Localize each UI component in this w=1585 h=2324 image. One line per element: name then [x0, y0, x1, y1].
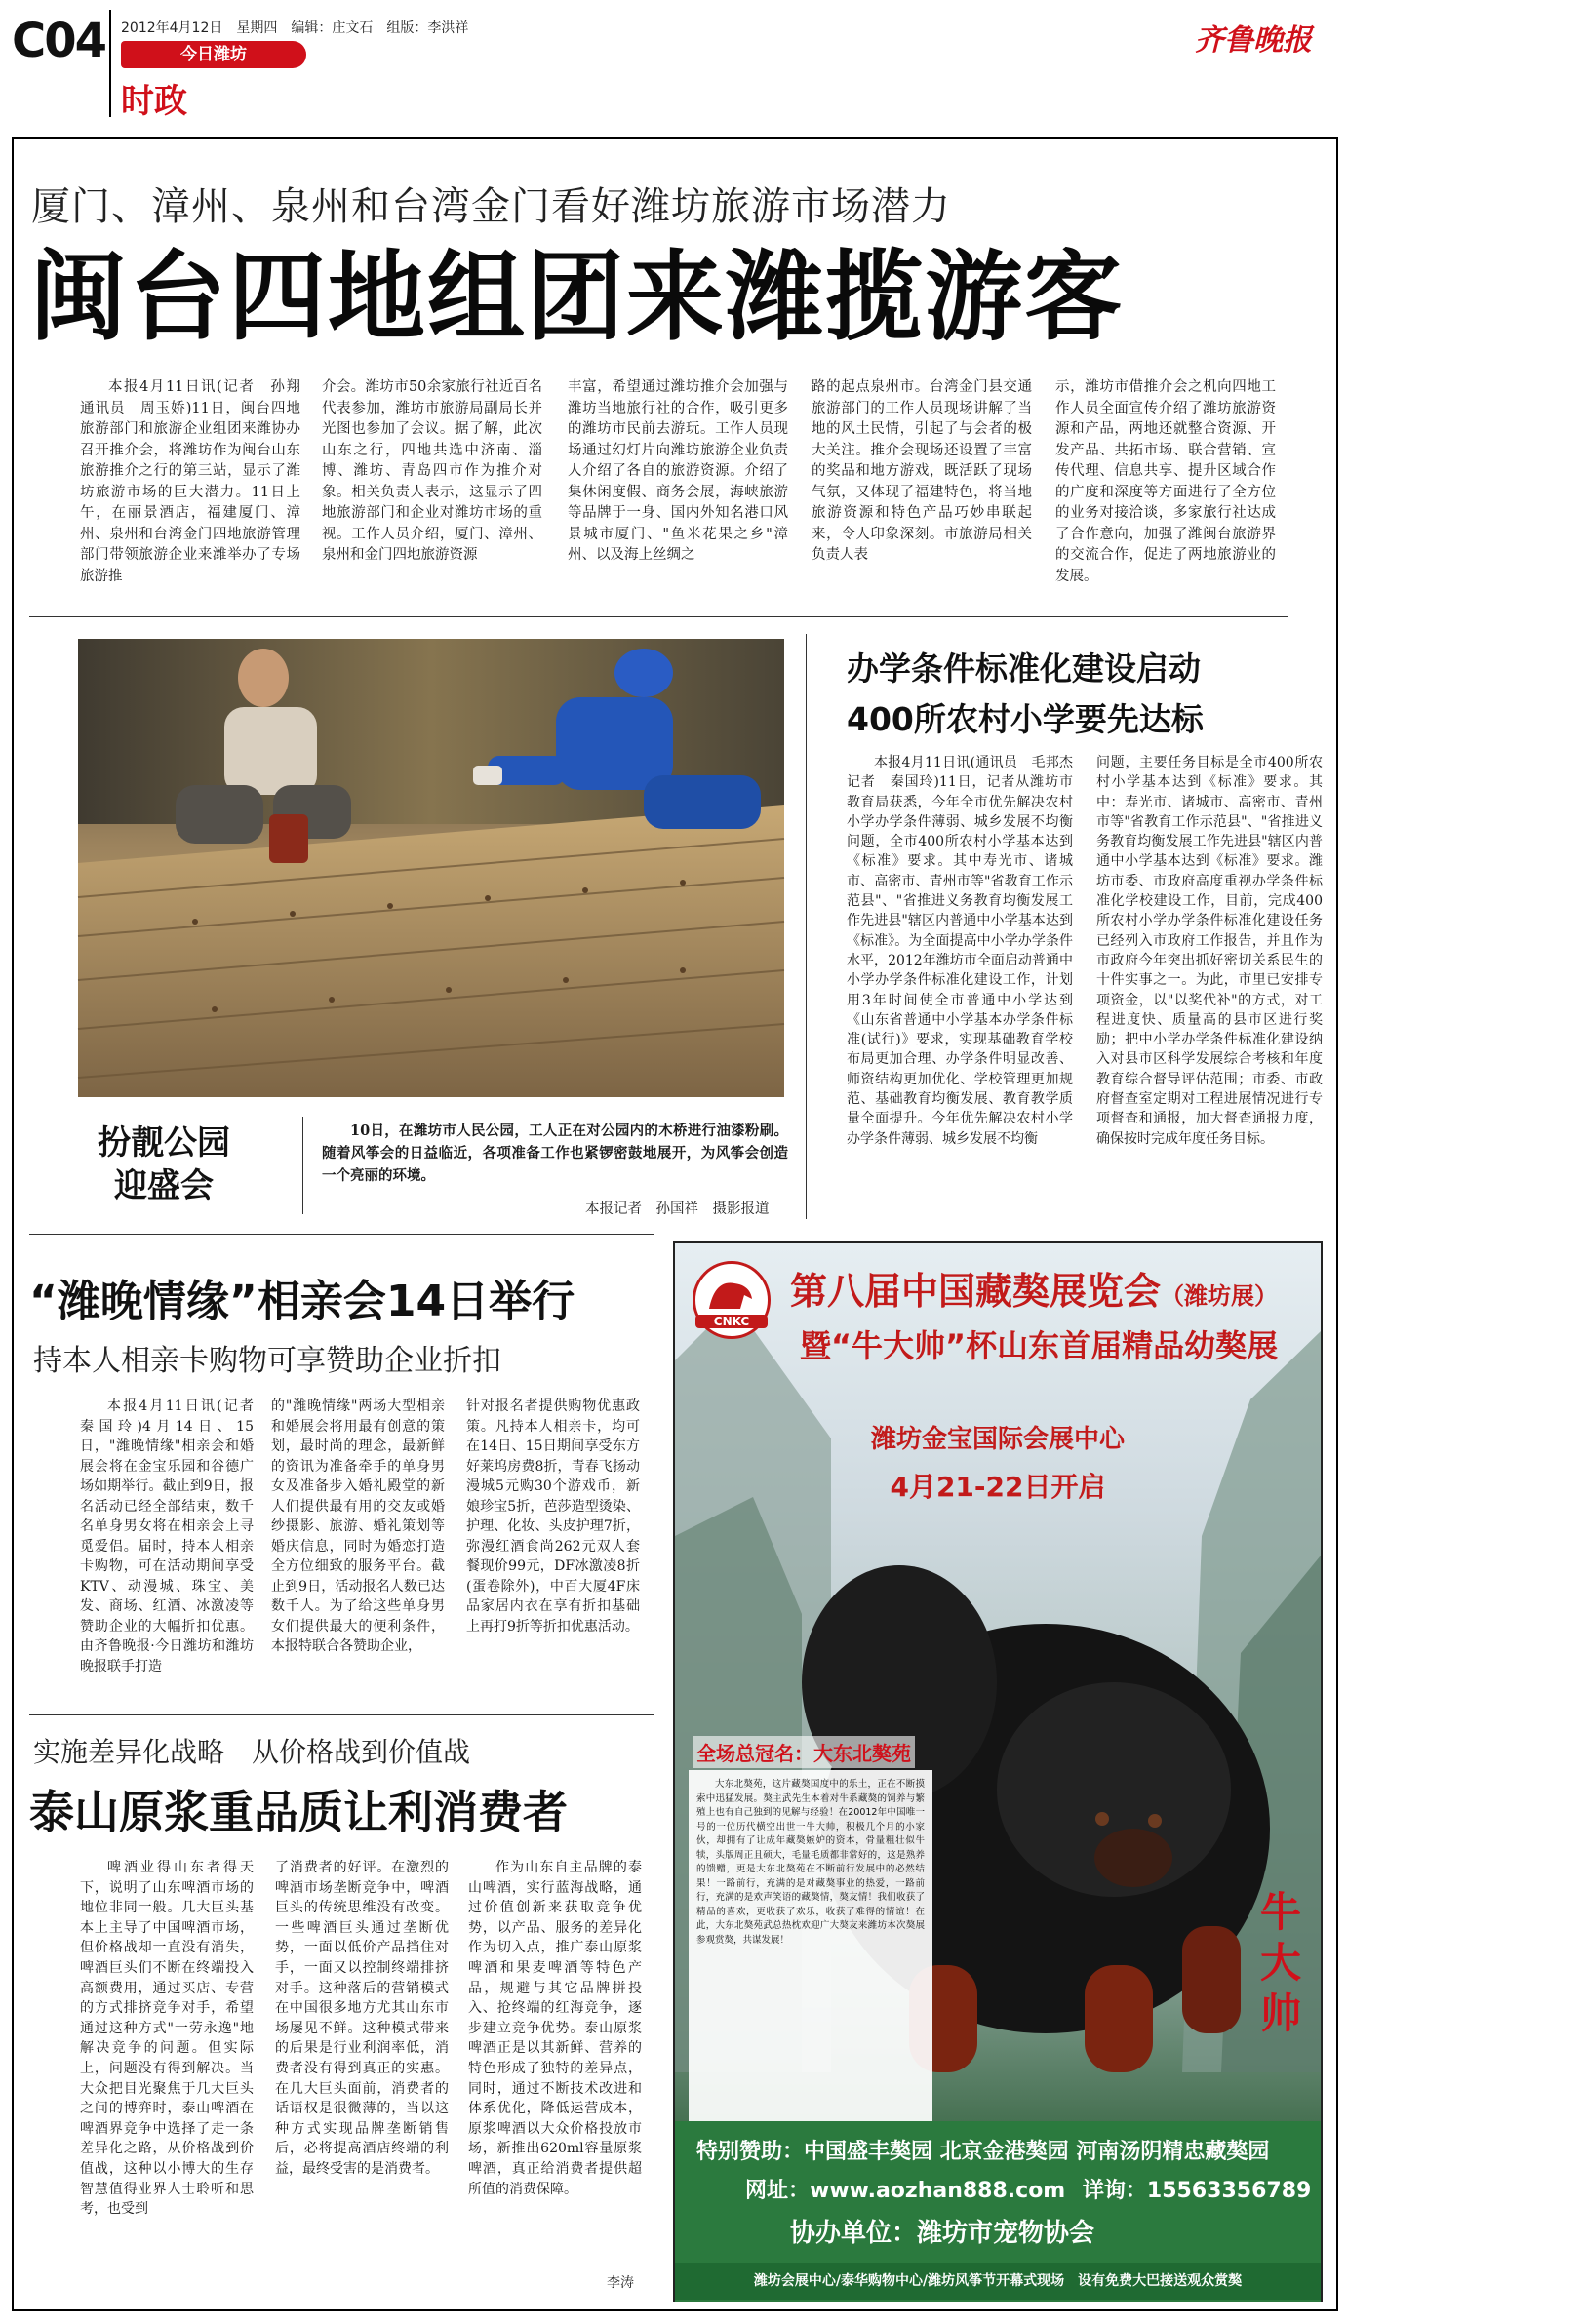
section-tag: 今日潍坊: [121, 41, 306, 68]
lead-col-1: 本报4月11日讯(记者 孙翔 通讯员 周玉娇)11日，闽台四地旅游部门和旅游企业组团来潍协办召开推介会，将潍坊作为闽台山东旅游推介之行的第三站，显示了潍坊旅游市场的巨大潜力。11日上午，在丽景酒店，福建厦门、漳州、泉州和台湾金门四地旅游管理部门带领旅游企业来潍举办了专场旅游推: [80, 379, 315, 584]
beer-col-1: 啤酒业得山东者得天下，说明了山东啤酒市场的地位非同一般。几大巨头基本上主导了中国啤酒市场，但价格战却一直没有消失，啤酒巨头们不断在终端投入高额费用，通过买店、专营的方式排挤竞争对手，希望通过这种方式"一劳永逸"地解决竞争的问题。但实际上，问题没有得到解决。当大众把目光聚焦于几大巨头之间的博弈时，泰山啤酒在啤酒界竞争中选择了走一条差异化之路，从价格战到价值战，这种以小博大的生存智慧值得业界人士聆听和思考，也受到: [80, 1860, 254, 2218]
dating-headline: “潍晚情缘”相亲会14日举行: [29, 1277, 575, 1326]
cohost-label: 协办单位：: [790, 2219, 918, 2248]
dating-subhead: 持本人相亲卡购物可享赞助企业折扣: [33, 1344, 501, 1378]
ad-body-text: 大东北獒苑，这片藏獒国度中的乐土，正在不断摸索中迅猛发展。獒主武先生本着对牛系藏獒的饲养与繁殖上也有自己独到的见解与经验！在20012年中国唯一号的一位历代横空出世一牛大帅，积极几个月的小家伙，却拥有了让成年藏獒嫉妒的资本，骨量粗壮似牛犊，头版周正且硕大，毛量毛质都非常好的，这是熟养的馈赠，更是大东北獒苑在不断前行发展中的必然结果！一路前行，充满的是对藏獒事业的热爱，一路前行，充满的是欢声笑语的藏獒情，獒友情！我们收获了精品的喜欢，更收获了欢乐，收获了难得的情谊！在此，大东北獒苑武总热枕欢迎广大獒友来潍坊本次獒展参观赏獒，共谋发展！: [689, 1770, 932, 2131]
beer-kicker: 实施差异化战略 从价格战到价值战: [33, 1736, 471, 1768]
phone-label: 详询：: [1082, 2179, 1147, 2203]
masthead-vertical-rule: [109, 10, 111, 117]
champion-label: 全场总冠名：大东北獒苑: [693, 1736, 915, 1768]
ad-title-line-2: 暨“牛大帅”杯山东首届精品幼獒展: [800, 1327, 1279, 1364]
school-col-2: 问题，主要任务目标是全市400所农村小学基本达到《标准》要求。其中：寿光市、诸城市、高密市、青州市等"省教育工作示范县"、"省推进义务教育均衡发展工作先进县"辖区内普通中小学基本达到《标准》要求。潍坊市委、市政府高度重视办学条件标准化学校建设工作，目前，完成400所农村小学办学条件标准化建设任务已经列入市政府工作报告，并且作为市政府今年突出抓好密切关系民生的十件实事之一。为此，市里已安排专项资金，以"以奖代补"的方式，对工程进度快、质量高的县市区进行奖励；把中小学办学条件标准化建设纳入对县市区科学发展综合考核和年度教育综合督导评估范围；市委、市政府督查室定期对工程进展情况进行专项督查和通报，加大督查通报力度，确保按时完成年度任务目标。: [1096, 755, 1323, 1147]
photo-headline-line-2: 迎盛会: [114, 1166, 214, 1205]
lead-col-5: 示，潍坊市借推介会之机向四地工作人员全面宣传介绍了潍坊旅游资源和产品，两地还就整合资源、开发产品、共拓市场、联合营销、宣传代理、信息共享、提升区域合作的广度和深度等方面进行了全方位的业务对接洽谈，多家旅行社达成了合作意向，加强了潍闽台旅游界的交流合作，促进了两地旅游业的发展。: [1055, 379, 1276, 584]
middle-rule-left: [29, 1234, 654, 1235]
sponsors-list: 中国盛丰獒园 北京金港獒园 河南汤阴精忠藏獒园: [804, 2140, 1270, 2164]
school-headline-line-2: 400所农村小学要先达标: [847, 700, 1204, 738]
beer-headline: 泰山原浆重品质让利消费者: [29, 1786, 568, 1838]
ad-title-tag: （潍坊展）: [1161, 1281, 1279, 1310]
photo-headline: [86, 1122, 242, 1207]
lead-kicker: 厦门、漳州、泉州和台湾金门看好潍坊旅游市场潜力: [31, 184, 951, 229]
ad-title-main: 第八届中国藏獒展览会: [790, 1269, 1162, 1313]
contact-line: [745, 2174, 1311, 2204]
cohost-line: [790, 2213, 1094, 2249]
frame-right: [1336, 137, 1338, 2311]
photo-caption: 10日，在潍坊市人民公园，工人正在对公园内的木桥进行油漆粉刷。随着风筝会的日益临近，各项准备工作也紧锣密鼓地展开，为风筝会创造一个亮丽的环境。: [322, 1123, 788, 1184]
beer-col-3: 作为山东自主品牌的泰山啤酒，实行蓝海战略，通过价值创新来获取竞争优势，以产品、服务的差异化作为切入点，推广泰山原浆啤酒和果麦啤酒等特色产品，规避与其它品牌拼投入、抢终端的红海竞争，逐步建立竞争优势。泰山原浆啤酒正是以其新鲜、营养的特色形成了独特的差异点，同时，通过不断技术改进和体系优化，降低运营成本，原浆啤酒以大众价格投放市场，新推出620ml容量原浆啤酒，真正给消费者提供超所值的消费保障。: [468, 1860, 642, 2197]
date-line: 2012年4月12日 星期四 编辑：庄文石 组版：李洪祥: [121, 20, 469, 36]
ad-panel[interactable]: [673, 1241, 1323, 2302]
website-link[interactable]: www.aozhan888.com: [810, 2179, 1066, 2203]
dog-emblem-icon: [695, 1270, 768, 1319]
beer-credit: 李涛: [607, 2275, 634, 2291]
ad-title-line-1: [790, 1261, 1278, 1315]
park-photo: [78, 639, 784, 1097]
left-mid-divider: [806, 634, 807, 1219]
lead-headline: 闽台四地组团来潍揽游客: [29, 240, 1124, 354]
lead-col-2: 介会。潍坊市50余家旅行社近百名代表参加，潍坊市旅游局副局长并光图也参加了会议。据了解，此次山东之行，四地共选中济南、淄博、潍坊、青岛四市作为推介对象。相关负责人表示，这显示了四地旅游部门和企业对潍坊市场的重视。工作人员介绍，厦门、漳州、泉州和金门四地旅游资源: [322, 379, 542, 563]
beer-col-2: 了消费者的好评。在激烈的啤酒市场垄断竞争中，啤酒巨头的传统思维没有改变。一些啤酒巨头通过垄断优势，一面以低价产品挡住对手，一面又以控制终端排挤对手。这种落后的营销模式在中国很多地方尤其山东市场屡见不鲜。这种模式带来的后果是行业利润率低，消费者没有得到真正的实惠。在几大巨头面前，消费者的话语权是很微薄的，当以这种方式实现品牌垄断销售后，必将提高酒店终端的利益，最终受害的是消费者。: [275, 1860, 449, 2177]
frame-bottom: [12, 2309, 1338, 2311]
sponsors-line: [696, 2135, 1269, 2165]
section-title: 时政: [121, 82, 187, 121]
school-headline-line-1: 办学条件标准化建设启动: [847, 650, 1201, 688]
cnkc-logo-text: CNKC: [695, 1315, 768, 1328]
dating-col-2: 的"潍晚情缘"两场大型相亲和婚展会将用最有创意的策划，最时尚的理念，最新鲜的资讯为准备牵手的单身男女及准备步入婚礼殿堂的新人们提供最有用的交友或婚纱摄影、旅游、婚礼策划等婚庆信息，同时为婚恋打造全方位细致的服务平台。截止到9日，活动报名人数已达数千人。为了给这些单身男女们提供最大的便利条件，本报特联合各赞助企业，: [271, 1398, 445, 1654]
photo-caption-divider: [302, 1117, 303, 1214]
cohost-name: 潍坊市宠物协会: [917, 2219, 1095, 2248]
dating-col-3: 针对报名者提供购物优惠政策。凡持本人相亲卡，均可在14日、15日期间享受东方好莱坞房费8折，青春飞扬动漫城5元购30个游戏币，新娘珍宝5折，芭莎造型烫染、护理、化妆、头皮护理7折，弥漫红酒食尚262元双人套餐现价99元，DF冰激凌8折(蛋卷除外)，中百大厦4F床品家居内衣在享有折扣基础上再打9折等折扣优惠活动。: [466, 1398, 640, 1635]
ad-venue: 潍坊金宝国际会展中心: [870, 1425, 1125, 1454]
phone-number[interactable]: 15563356789: [1146, 2179, 1312, 2203]
paper-logo: 齐鲁晚报: [1195, 23, 1312, 58]
cnkc-logo: [693, 1261, 771, 1339]
photo-headline-line-1: 扮靓公园: [98, 1123, 230, 1162]
ad-footer-strip: 潍坊会展中心/泰华购物中心/潍坊风筝节开幕式现场 设有免费大巴接送观众赏獒: [675, 2263, 1321, 2300]
website-label: 网址：: [745, 2179, 811, 2203]
sponsors-label: 特别赞助：: [696, 2140, 805, 2164]
school-headline: [847, 644, 1204, 745]
park-photo-scene: [78, 639, 784, 1097]
lead-col-4: 路的起点泉州市。台湾金门县交通旅游部门的工作人员现场讲解了当地的风土民情，引起了与会者的极大关注。推介会现场还设置了丰富的奖品和地方游戏，既活跃了现场气氛，又体现了福建特色，将当地旅游资源和特色产品巧妙串联起来，令人印象深刻。市旅游局相关负责人表: [812, 379, 1032, 563]
page-number: C04: [12, 14, 106, 68]
lead-col-3: 丰富，希望通过潍坊推介会加强与潍坊当地旅行社的合作，吸引更多的潍坊市民前去游玩。工作人员现场通过幻灯片向潍坊旅游企业负责人介绍了各自的旅游资源。介绍了集休闲度假、商务会展，海峡旅游等品牌于一身、国内外知名港口风景城市厦门、"鱼米花果之乡"漳州、以及海上丝绸之: [568, 379, 788, 563]
dating-bottom-rule: [29, 1714, 654, 1715]
school-col-1: 本报4月11日讯(通讯员 毛邦杰 记者 秦国玲)11日，记者从潍坊市教育局获悉，今年全市优先解决农村小学办学条件薄弱、城乡发展不均衡问题，全市400所农村小学基本达到《标准》要求。其中寿光市、诸城市、高密市、青州市等"省教育工作示范县"、"省推进义务教育均衡发展工作先进县"辖区内普通中小学基本达到《标准》。为全面提高中小学办学条件水平，2012年潍坊市全面启动普通中小学办学条件标准化建设工作，计划用3年时间使全市普通中小学达到《山东省普通中小学基本办学条件标准(试行)》要求，实现基础教育学校布局更加合理、办学条件明显改善、师资结构更加优化、学校管理更加规范、基础教育均衡发展、教育教学质量全面提升。今年优先解决农村小学办学条件薄弱、城乡发展不均衡: [847, 755, 1087, 1147]
ad-footer-panel: [675, 2121, 1321, 2302]
dating-col-1: 本报4月11日讯(记者 秦国玲)4月14日、15日，"潍晚情缘"相亲会和婚展会将在金宝乐园和谷德广场如期举行。截止到9日，报名活动已经全部结束，数千名单身男女将在相亲会上寻觅爱侣。届时，持本人相亲卡购物，可在活动期间享受KTV、动漫城、珠宝、美发、商场、红酒、冰激凌等赞助企业的大幅折扣优惠。由齐鲁晚报·今日潍坊和潍坊晚报联手打造: [80, 1398, 267, 1674]
frame-left: [12, 137, 14, 2311]
photo-credit: 本报记者 孙国祥 摄影报道: [585, 1201, 770, 1217]
frame-top: [12, 137, 1338, 139]
lead-bottom-rule: [29, 616, 1288, 617]
dog-name-vertical: 牛大帅: [1259, 1888, 1301, 2037]
ad-dates: 4月21-22日开启: [890, 1471, 1106, 1503]
